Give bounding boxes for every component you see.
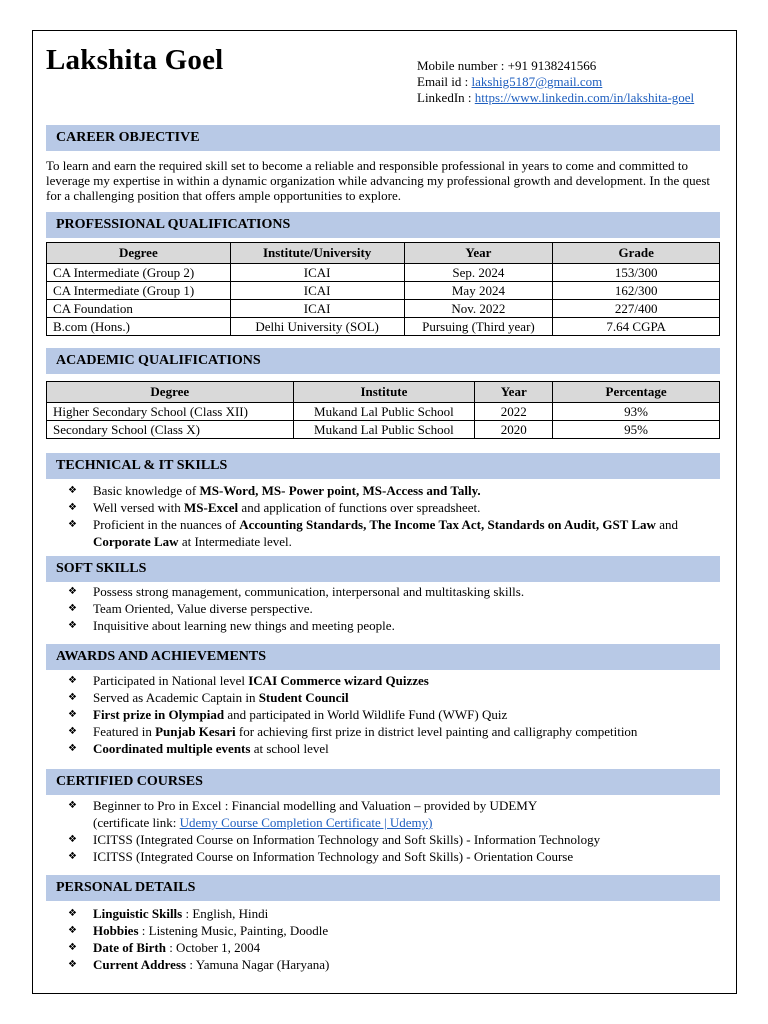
table-cell: Pursuing (Third year)	[404, 318, 553, 336]
item-text: Well versed with	[93, 500, 185, 515]
column-header: Degree	[47, 382, 294, 403]
item-text: and application of functions over spreadsheet.	[238, 500, 481, 515]
item-text: ICITSS (Integrated Course on Information Technology and Soft Skills) - Orientation Course	[93, 849, 574, 864]
column-header: Institute	[293, 382, 475, 403]
bullet-icon: ❖	[68, 942, 77, 953]
bullet-icon: ❖	[68, 925, 77, 936]
item-text: Proficient in the nuances of	[93, 517, 240, 532]
item-text: Beginner to Pro in Excel : Financial modelling and Valuation – provided by UDEMY	[93, 798, 538, 813]
bullet-icon: ❖	[68, 675, 77, 686]
bold-text: MS-Word, MS- Power point, MS-Access and Tally.	[199, 483, 481, 498]
item-text: Featured in	[93, 724, 156, 739]
bullet-icon: ❖	[68, 485, 77, 496]
list-item	[68, 922, 720, 939]
bold-text: Current Address	[93, 957, 187, 972]
column-header: Degree	[47, 243, 231, 264]
list-item	[68, 706, 720, 723]
table-header-row	[47, 243, 720, 264]
section-personal-details: PERSONAL DETAILS	[46, 875, 720, 901]
list-item	[68, 956, 720, 973]
item-text: Team Oriented, Value diverse perspective.	[93, 601, 313, 616]
table-cell: Higher Secondary School (Class XII)	[47, 403, 294, 421]
section-career-objective: CAREER OBJECTIVE	[46, 125, 720, 151]
list-item	[68, 689, 720, 706]
table-cell: Nov. 2022	[404, 300, 553, 318]
bold-text: Coordinated multiple events	[93, 741, 251, 756]
list-item	[68, 831, 720, 848]
mobile-number: +91 9138241566	[507, 58, 597, 73]
item-text: Basic knowledge of	[93, 483, 200, 498]
list-item	[68, 617, 720, 634]
table-cell: Delhi University (SOL)	[230, 318, 404, 336]
bold-text: MS-Excel	[184, 500, 239, 515]
item-text: Served as Academic Captain in	[93, 690, 259, 705]
bullet-icon: ❖	[68, 959, 77, 970]
item-text: : English, Hindi	[182, 906, 269, 921]
table-row	[47, 421, 720, 439]
linkedin-line	[417, 90, 694, 106]
table-cell: 162/300	[553, 282, 720, 300]
bullet-icon: ❖	[68, 502, 77, 513]
bold-text: First prize in Olympiad	[93, 707, 225, 722]
list-item	[68, 848, 720, 865]
list-item	[68, 600, 720, 617]
table-header-row	[47, 382, 720, 403]
bold-text: ICAI Commerce wizard Quizzes	[248, 673, 429, 688]
table-cell: Mukand Lal Public School	[293, 421, 475, 439]
column-header: Year	[404, 243, 553, 264]
section-awards: AWARDS AND ACHIEVEMENTS	[46, 644, 720, 670]
bullet-icon: ❖	[68, 586, 77, 597]
bullet-icon: ❖	[68, 692, 77, 703]
table-cell: 153/300	[553, 264, 720, 282]
item-text: : Yamuna Nagar (Haryana)	[186, 957, 330, 972]
bullet-icon: ❖	[68, 603, 77, 614]
list-item	[68, 723, 720, 740]
email-label: Email id :	[417, 74, 469, 89]
item-text: and participated in World Wildlife Fund (WWF) Quiz	[224, 707, 508, 722]
section-technical-skills: TECHNICAL & IT SKILLS	[46, 453, 720, 479]
table-cell: May 2024	[404, 282, 553, 300]
section-academic-qualifications: ACADEMIC QUALIFICATIONS	[46, 348, 720, 374]
section-certified-courses: CERTIFIED COURSES	[46, 769, 720, 795]
academic-qualifications-table	[46, 381, 720, 439]
item-text: at school level	[250, 741, 329, 756]
list-item	[68, 905, 720, 922]
linkedin-link[interactable]: https://www.linkedin.com/in/lakshita-goel	[474, 90, 695, 105]
table-row	[47, 282, 720, 300]
bold-text: Hobbies	[93, 923, 139, 938]
email-line	[417, 74, 694, 90]
bold-text: Accounting Standards, The Income Tax Act, Standards on Audit, GST Law	[239, 517, 656, 532]
linkedin-label: LinkedIn :	[417, 90, 472, 105]
item-text: Inquisitive about learning new things and meeting people.	[93, 618, 395, 633]
table-cell: ICAI	[230, 300, 404, 318]
bullet-icon: ❖	[68, 519, 77, 530]
career-objective-text: To learn and earn the required skill set to become a reliable and responsible professional in years to come and committed to leverage my expertise in within a dynamic organization while advancing my professional growth and development. In the quest for a challenging position that offers ample opportunities to explore.	[46, 158, 711, 203]
technical-skills-list	[68, 482, 720, 550]
item-text: ICITSS (Integrated Course on Information Technology and Soft Skills) - Information Technology	[93, 832, 601, 847]
item-text: (certificate link:	[93, 815, 180, 830]
mobile-label: Mobile number :	[417, 58, 505, 73]
table-row	[47, 264, 720, 282]
item-text: Possess strong management, communication, interpersonal and multitasking skills.	[93, 584, 525, 599]
table-cell: 7.64 CGPA	[553, 318, 720, 336]
email-link[interactable]: lakshig5187@gmail.com	[471, 74, 603, 89]
table-cell: ICAI	[230, 282, 404, 300]
table-cell: 95%	[553, 421, 720, 439]
list-item	[68, 672, 720, 689]
bold-text: Linguistic Skills	[93, 906, 183, 921]
table-cell: 227/400	[553, 300, 720, 318]
item-text: : Listening Music, Painting, Doodle	[138, 923, 329, 938]
column-header: Institute/University	[230, 243, 404, 264]
list-item	[68, 482, 720, 499]
table-cell: 2020	[475, 421, 553, 439]
soft-skills-list	[68, 583, 720, 634]
list-item	[68, 797, 720, 831]
list-item	[68, 583, 720, 600]
bullet-icon: ❖	[68, 851, 77, 862]
bold-text: Student Council	[258, 690, 349, 705]
candidate-name: Lakshita Goel	[46, 44, 224, 76]
table-row	[47, 300, 720, 318]
table-cell: Mukand Lal Public School	[293, 403, 475, 421]
table-cell: CA Intermediate (Group 2)	[47, 264, 231, 282]
personal-details-list	[68, 905, 720, 973]
item-text: : October 1, 2004	[165, 940, 261, 955]
contact-block	[417, 58, 694, 106]
bullet-icon: ❖	[68, 800, 77, 811]
bullet-icon: ❖	[68, 620, 77, 631]
list-item	[68, 939, 720, 956]
item-text: for achieving first prize in district level painting and calligraphy competition	[235, 724, 638, 739]
bullet-icon: ❖	[68, 709, 77, 720]
awards-list	[68, 672, 720, 757]
table-cell: B.com (Hons.)	[47, 318, 231, 336]
bullet-icon: ❖	[68, 834, 77, 845]
item-text: Participated in National level	[93, 673, 249, 688]
section-soft-skills: SOFT SKILLS	[46, 556, 720, 582]
section-professional-qualifications: PROFESSIONAL QUALIFICATIONS	[46, 212, 720, 238]
item-text: at Intermediate level.	[178, 534, 292, 549]
bullet-icon: ❖	[68, 908, 77, 919]
table-cell: Secondary School (Class X)	[47, 421, 294, 439]
certified-courses-list	[68, 797, 720, 865]
bold-text: Corporate Law	[93, 534, 179, 549]
list-item	[68, 499, 720, 516]
item-text: and	[655, 517, 678, 532]
certificate-link[interactable]: Udemy Course Completion Certificate | Udemy)	[179, 815, 433, 830]
bullet-icon: ❖	[68, 726, 77, 737]
bold-text: Punjab Kesari	[155, 724, 236, 739]
table-cell: Sep. 2024	[404, 264, 553, 282]
professional-qualifications-table	[46, 242, 720, 336]
column-header: Year	[475, 382, 553, 403]
table-cell: CA Intermediate (Group 1)	[47, 282, 231, 300]
column-header: Grade	[553, 243, 720, 264]
bullet-icon: ❖	[68, 743, 77, 754]
table-row	[47, 318, 720, 336]
list-item	[68, 740, 720, 757]
table-cell: CA Foundation	[47, 300, 231, 318]
table-cell: 93%	[553, 403, 720, 421]
table-row	[47, 403, 720, 421]
column-header: Percentage	[553, 382, 720, 403]
table-cell: ICAI	[230, 264, 404, 282]
table-cell: 2022	[475, 403, 553, 421]
mobile-line	[417, 58, 694, 74]
bold-text: Date of Birth	[93, 940, 166, 955]
list-item	[68, 516, 720, 550]
